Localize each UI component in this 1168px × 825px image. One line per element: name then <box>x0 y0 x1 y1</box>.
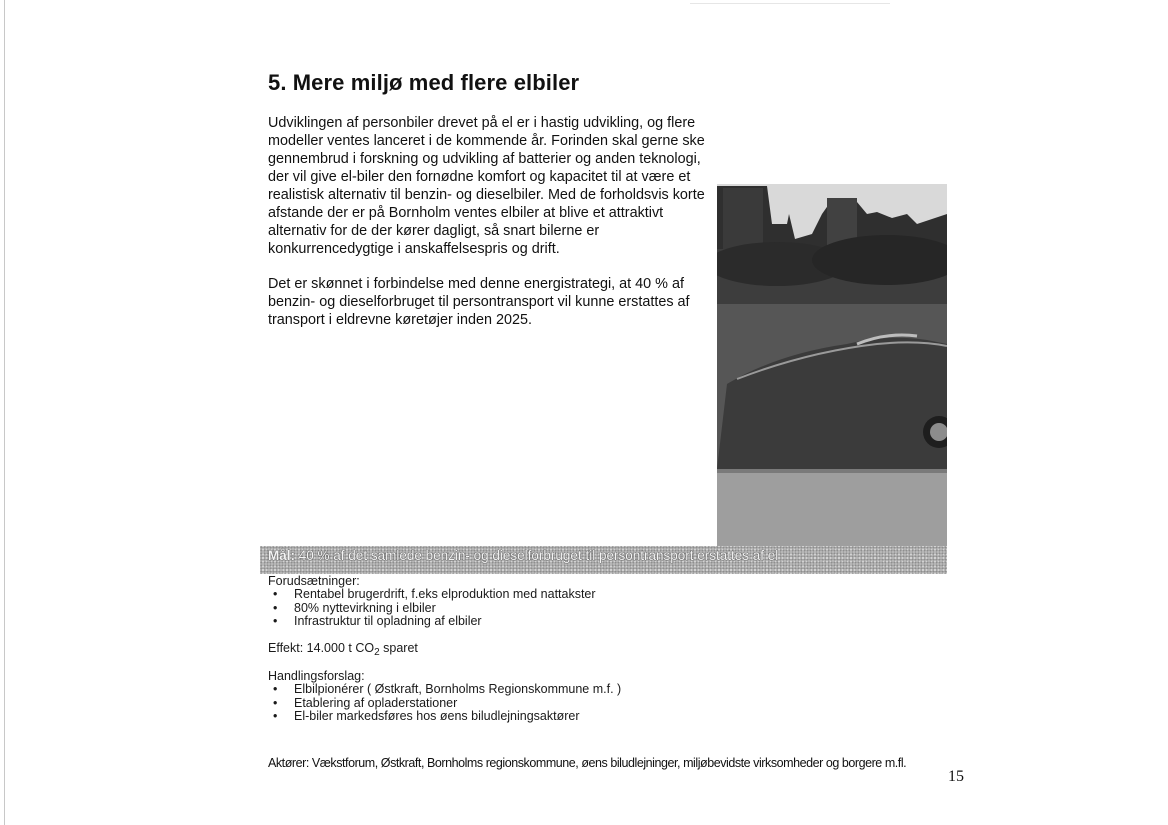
page-number: 15 <box>948 768 964 785</box>
list-item: • 80% nyttevirkning i elbiler <box>268 602 596 616</box>
list-item: • Rentabel brugerdrift, f.eks elproduktion med nattakster <box>268 588 596 602</box>
actors-line: Aktører: Vækstforum, Østkraft, Bornholms regionskommune, øens biludlejninger, miljøbevidste virksomheder og borgere m.fl. <box>268 756 907 770</box>
list-item: • Infrastruktur til opladning af elbiler <box>268 615 596 629</box>
page-edge-line <box>4 0 5 825</box>
actions-list <box>268 683 621 724</box>
estimate-paragraph: Det er skønnet i forbindelse med denne energistrategi, at 40 % af benzin- og dieselforbruget til persontransport vil kunne erstattes af transport i eldrevne køretøjer inden 2025. <box>268 276 690 328</box>
goal-text <box>268 548 778 563</box>
effect-prefix: Effekt: 14.000 t CO <box>268 641 375 655</box>
electric-car-photo <box>717 184 947 546</box>
car-photo-graphic <box>717 184 947 546</box>
effect-suffix: sparet <box>379 641 418 655</box>
section-title: 5. Mere miljø med flere elbiler <box>268 70 580 95</box>
page-top-line <box>690 3 890 4</box>
list-item: • El-biler markedsføres hos øens biludlejningsaktører <box>268 710 621 724</box>
goal-banner <box>260 546 947 574</box>
actions-heading: Handlingsforslag: <box>268 669 365 683</box>
goal-description: 40 % af det samlede benzin- og dieselforbruget til persontransport erstattes af el <box>298 548 779 563</box>
list-item: • Elbilpionérer ( Østkraft, Bornholms Regionskommune m.f. ) <box>268 683 621 697</box>
goal-label: Mål: <box>268 548 295 563</box>
effect-line <box>268 642 418 660</box>
list-item: • Etablering af opladerstationer <box>268 697 621 711</box>
prerequisites-list <box>268 588 596 629</box>
effect-subscript: 2 <box>374 647 380 658</box>
prerequisites-heading: Forudsætninger: <box>268 574 360 588</box>
intro-paragraph: Udviklingen af personbiler drevet på el er i hastig udvikling, og flere modeller ventes lanceret i de kommende år. Forinden skal gerne ske gennembrud i forskning og udvikling af batterier og anden teknologi, der vil give el-biler den fornødne komfort og kapacitet til at være et realistisk alternativ til benzin- og dieselbiler. Med de forholdsvis korte afstande der er på Bornholm ventes elbiler at blive et attraktivt alternativ for de der kører dagligt, så snart bilerne er konkurrencedygtige i anskaffelsespris og drift. <box>268 115 705 257</box>
